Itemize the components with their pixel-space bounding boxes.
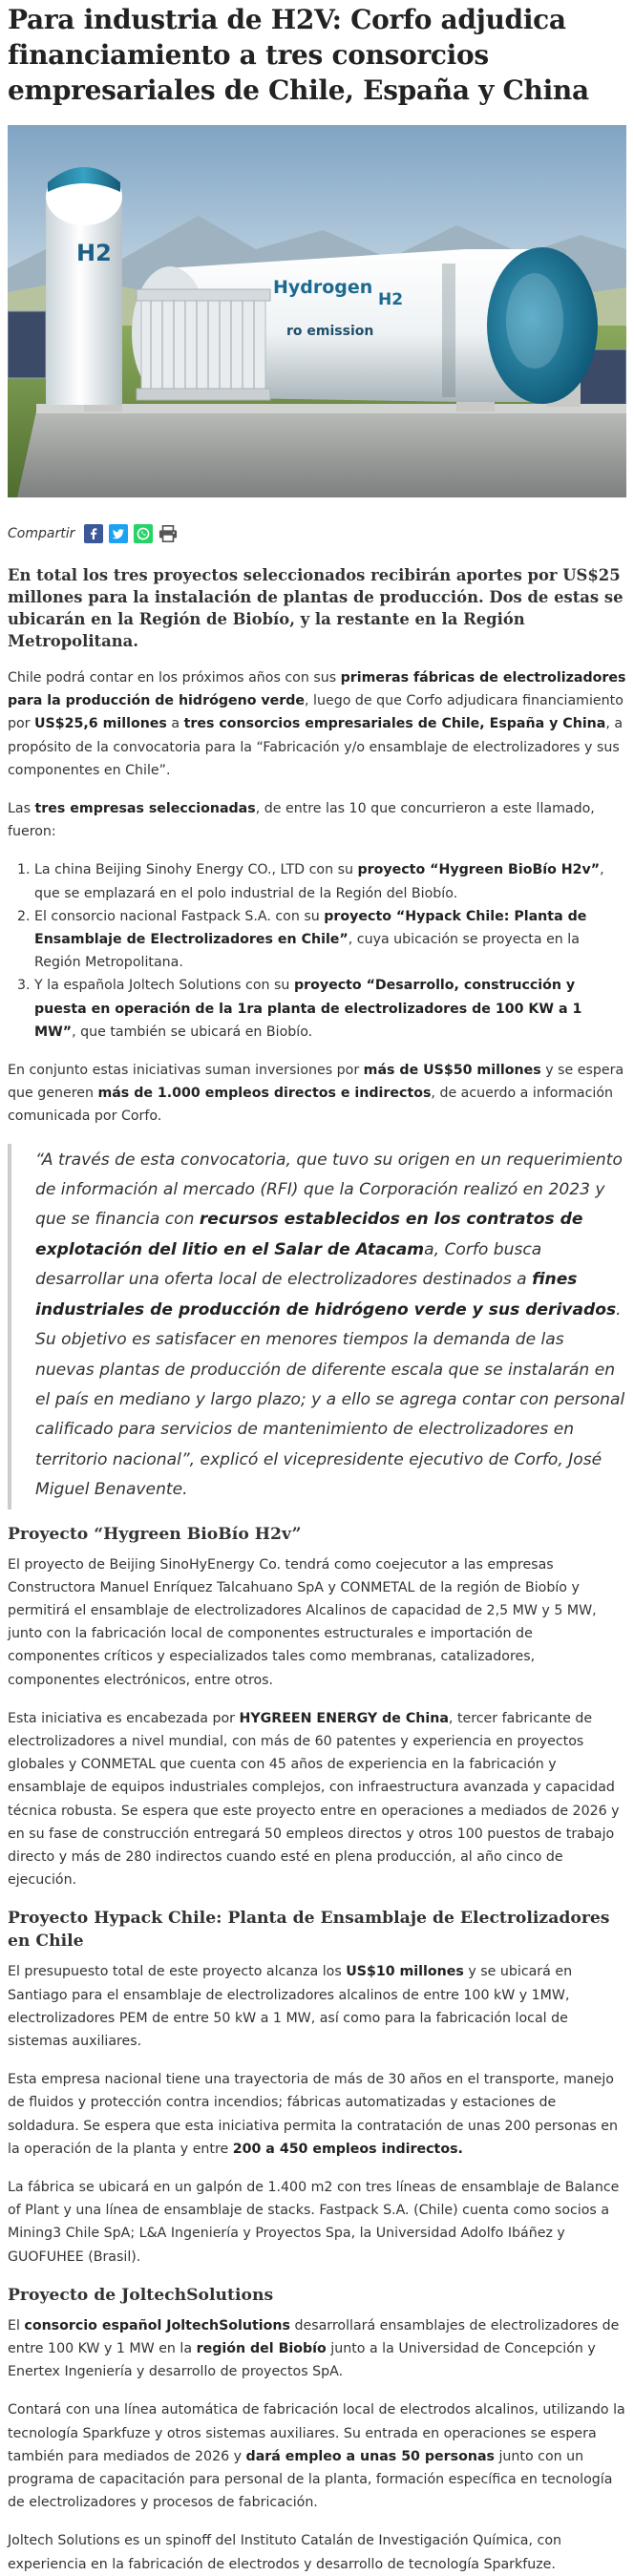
hero-h2-small-label: H2 xyxy=(378,290,404,309)
twitter-icon[interactable] xyxy=(109,524,128,543)
hero-emission-label: ro emission xyxy=(286,324,374,339)
list-item: 1. La china Beijing Sinohy Energy CO., LTD con su proyecto “Hygreen BioBío H2v”, que se emplazará en el polo industrial de la Región del Biobío. xyxy=(34,858,626,904)
selected-companies-list xyxy=(8,858,626,1044)
facebook-icon[interactable] xyxy=(84,524,103,543)
section-heading: Proyecto “Hygreen BioBío H2v” xyxy=(8,1524,302,1544)
share-bar xyxy=(8,522,626,545)
hero-image xyxy=(8,125,626,497)
hero-hydrogen-label: Hydrogen xyxy=(273,277,373,298)
paragraph: Esta empresa nacional tiene una trayectoria de más de 30 años en el transporte, manejo de fluidos y protección contra incendios; fábricas automatizadas y estaciones de soldadura. Se espera que esta iniciativa permita la contratación de unas 200 personas en la operación de la planta y entre 200 a 450 empleos indirectos. xyxy=(8,2072,619,2157)
article-title: Para industria de H2V: Corfo adjudica financiamiento a tres consorcios empresariales de Chile, España y China xyxy=(8,4,589,106)
fuel-cell-stack xyxy=(137,289,270,400)
paragraph: El consorcio español JoltechSolutions desarrollará ensamblajes de electrolizadores de entre 100 KW y 1 MW en la región del Biobío junto a la Universidad de Concepción y Enertex Ingeniería y desarrollo de proyectos SpA. xyxy=(8,2317,620,2380)
list-item: 2. El consorcio nacional Fastpack S.A. con su proyecto “Hypack Chile: Planta de Ensamblaje de Electrolizadores en Chile”, cuya ubicación se proyecta en la Región Metropolitana. xyxy=(34,905,626,975)
share-label: Compartir xyxy=(8,526,75,541)
paragraph: Las tres empresas seleccionadas, de entre las 10 que concurrieron a este llamado, fueron: xyxy=(8,801,595,840)
paragraph: El presupuesto total de este proyecto alcanza los US$10 millones y se ubicará en Santiago para el ensamblaje de electrolizadores alcalinos de entre 100 kW y 1MW, electrolizadores PEM de entre 50 kW a 1 MW, así como para la fabricación local de sistemas auxiliares. xyxy=(8,1964,573,2049)
hero-h2-label: H2 xyxy=(76,240,112,266)
paragraph: Joltech Solutions es un spinoff del Instituto Catalán de Investigación Química, con experiencia en la fabricación de electrodos y desarrollo de tecnología Sparkfuze. xyxy=(8,2533,561,2572)
print-icon[interactable] xyxy=(158,524,178,543)
paragraph: Esta iniciativa es encabezada por HYGREEN ENERGY de China, tercer fabricante de electrolizadores a nivel mundial, con más de 60 patentes y experiencia en proyectos globales y CONMETAL que cuenta con 45 años de experiencia en la fabricación y ensamblaje de equipos industriales complejos, con infraestructura avanzada y capacidad técnica robusta. Se espera que este proyecto entre en operaciones a mediados de 2026 y en su fase de construcción entregará 50 empleos directos y otros 100 puestos de trabajo directo y más de 280 indirectos cuando esté en plena producción, al año cinco de ejecución. xyxy=(8,1710,620,1889)
section-heading: Proyecto Hypack Chile: Planta de Ensamblaje de Electrolizadores en Chile xyxy=(8,1909,610,1952)
article-lead: En total los tres proyectos seleccionados recibirán aportes por US$25 millones para la instalación de plantas de producción. Dos de estas se ubicarán en la Región de Biobío, y la restante en la Región Metropolitana. xyxy=(8,566,623,650)
list-item: 3. Y la española Joltech Solutions con su proyecto “Desarrollo, construcción y puesta en operación de la 1ra planta de electrolizadores de 100 KW a 1 MW”, que también se ubicará en Biobío. xyxy=(34,974,626,1044)
paragraph: La fábrica se ubicará en un galpón de 1.400 m2 con tres líneas de ensamblaje de Balance of Plant y una línea de ensamblaje de stacks. Fastpack S.A. (Chile) cuenta como socios a Mining3 Chile SpA; L&A Ingeniería y Proyectos Spa, la Universidad Adolfo Ibáñez y GUOFUHEE (Brasil). xyxy=(8,2180,620,2265)
article xyxy=(0,2,634,2576)
whatsapp-icon[interactable] xyxy=(134,524,153,543)
pull-quote: “A través de esta convocatoria, que tuvo su origen en un requerimiento de información al mercado (RFI) que la Corporación realizó en 2023 y que se financia con recursos establecidos en los contratos de explotación del litio en el Salar de Atacama, Corfo busca desarrollar una oferta local de electrolizadores destinados a fines industriales de producción de hidrógeno verde y sus derivados. Su objetivo es satisfacer en menores tiempos la demanda de las nuevas plantas de producción de diferente escala que se instalarán en el país en mediano y largo plazo; y a ello se agrega contar con personal calificado para servicios de mantenimiento de electrolizadores en territorio nacional”, explicó el vicepresidente ejecutivo de Corfo, José Miguel Benavente. xyxy=(8,1144,626,1510)
paragraph: Contará con una línea automática de fabricación local de electrodos alcalinos, utilizando la tecnología Sparkfuze y otros sistemas auxiliares. Su entrada en operaciones se espera también para mediados de 2026 y dará empleo a unas 50 personas junto con un programa de capacitación para personal de la planta, formación específica en tecnología de electrolizadores y procesos de fabricación. xyxy=(8,2402,625,2511)
paragraph: El proyecto de Beijing SinoHyEnergy Co. tendrá como coejecutor a las empresas Constructora Manuel Enríquez Talcahuano SpA y CONMETAL de la región de Biobío y permitirá el ensamblaje de electrolizadores Alcalinos de capacidad de 2,5 MW y 5 MW, junto con la fabricación local de componentes estructurales e importación de componentes críticos y especializados tales como membranas, catalizadores, componentes electrónicos, entre otros. xyxy=(8,1556,597,1688)
paragraph: En conjunto estas iniciativas suman inversiones por más de US$50 millones y se espera que generen más de 1.000 empleos directos e indirectos, de acuerdo a información comunicada por Corfo. xyxy=(8,1063,624,1125)
paragraph: Chile podrá contar en los próximos años con sus primeras fábricas de electrolizadores para la producción de hidrógeno verde, luego de que Corfo adjudicara financiamiento por US$25,6 millones a tres consorcios empresariales de Chile, España y China, a propósito de la convocatoria para la “Fabricación y/o ensamblaje de electrolizadores y sus componentes en Chile”. xyxy=(8,670,626,778)
section-heading: Proyecto de JoltechSolutions xyxy=(8,2285,274,2305)
